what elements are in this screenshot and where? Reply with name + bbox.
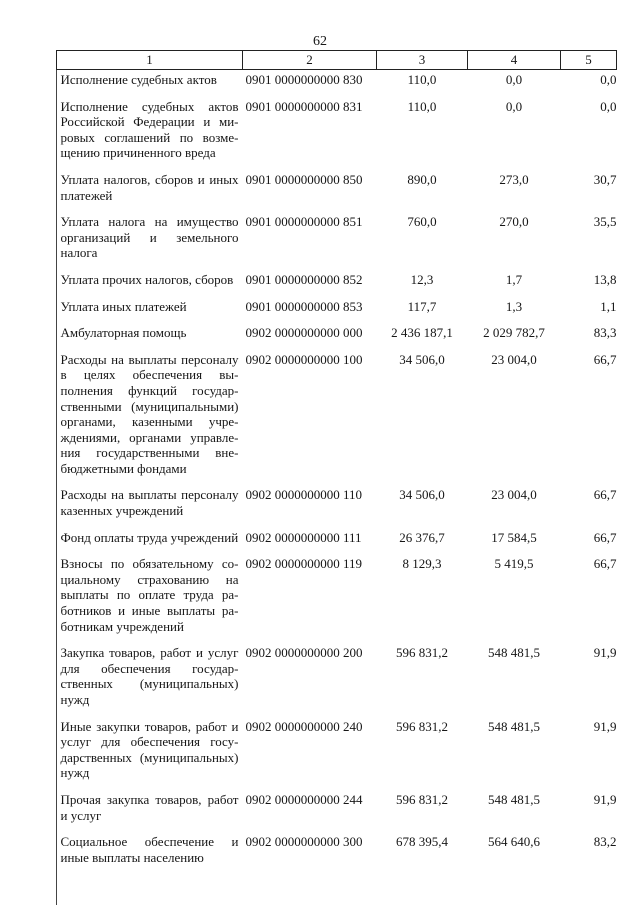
row-code: 0901 0000000000 830 — [245, 72, 363, 87]
row-code: 0902 0000000000 111 — [245, 529, 362, 545]
table-row — [57, 719, 617, 792]
row-percent: 66,7 — [593, 351, 617, 367]
row-planned-value: 26 376,7 — [399, 529, 445, 545]
row-planned-value: 110,0 — [407, 72, 437, 87]
header-col-4: 4 — [468, 51, 561, 70]
header-col-2: 2 — [243, 51, 377, 70]
row-code: 0902 0000000000 119 — [245, 556, 363, 572]
row-planned-value: 678 395,4 — [396, 834, 448, 850]
row-code: 0902 0000000000 240 — [245, 718, 363, 734]
row-percent: 35,5 — [593, 214, 617, 230]
row-planned-value: 117,7 — [407, 298, 437, 314]
row-code: 0902 0000000000 000 — [245, 325, 363, 341]
row-planned-value: 596 831,2 — [396, 645, 448, 661]
row-percent: 0,0 — [600, 98, 617, 114]
row-percent: 66,7 — [593, 529, 617, 545]
row-code: 0902 0000000000 100 — [245, 351, 363, 367]
row-percent: 66,7 — [593, 487, 617, 503]
row-planned-value: 34 506,0 — [399, 487, 445, 503]
row-code: 0902 0000000000 110 — [245, 487, 363, 503]
row-percent: 66,7 — [593, 556, 617, 572]
budget-table — [56, 50, 617, 876]
table-row — [57, 487, 617, 529]
row-name: Исполнение судебных актов Российской Федерации и мировых соглашений по возмещению причиненного вреда — [60, 98, 239, 161]
row-name: Уплата налога на имущество организаций и земельного налога — [60, 214, 239, 261]
row-name: Закупка товаров, работ и услуг для обеспечения государственных (муниципальных) нужд — [60, 645, 239, 707]
row-name: Исполнение судебных актов — [60, 72, 217, 87]
row-planned-value: 596 831,2 — [396, 718, 448, 734]
table-row — [57, 352, 617, 488]
row-percent: 1,1 — [600, 298, 617, 314]
row-actual-value: 0,0 — [505, 98, 523, 114]
row-actual-value: 548 481,5 — [488, 718, 540, 734]
row-code: 0901 0000000000 852 — [245, 271, 363, 287]
row-name: Социальное обеспечение и иные выплаты населению — [60, 834, 239, 865]
row-name: Взносы по обязательному социальному страхованию на выплаты по оплате труда работников и иные выплаты работникам учреждений — [60, 556, 239, 634]
row-actual-value: 23 004,0 — [491, 487, 537, 503]
header-col-1: 1 — [57, 51, 243, 70]
row-actual-value: 548 481,5 — [488, 645, 540, 661]
row-percent: 91,9 — [593, 645, 617, 661]
row-name: Уплата прочих налогов, сборов — [60, 271, 234, 287]
row-actual-value: 5 419,5 — [494, 556, 534, 572]
page-number: 62 — [313, 34, 327, 49]
table-row — [57, 172, 617, 214]
header-row — [57, 51, 617, 70]
row-name: Прочая закупка товаров, работ и услуг — [60, 791, 239, 823]
row-actual-value: 23 004,0 — [491, 351, 537, 367]
row-actual-value: 1,3 — [505, 298, 523, 314]
row-planned-value: 596 831,2 — [396, 791, 448, 807]
row-name: Уплата налогов, сборов и иных платежей — [60, 171, 239, 203]
row-code: 0902 0000000000 300 — [245, 834, 363, 850]
row-planned-value: 890,0 — [407, 171, 437, 187]
row-code: 0901 0000000000 853 — [245, 298, 363, 314]
table-row — [57, 645, 617, 718]
row-percent: 13,8 — [593, 271, 617, 287]
row-planned-value: 110,0 — [407, 98, 437, 114]
row-percent: 83,2 — [593, 834, 617, 850]
table-row — [57, 792, 617, 834]
row-percent: 83,3 — [593, 325, 617, 341]
table-body — [57, 70, 617, 877]
row-actual-value: 270,0 — [499, 214, 529, 230]
row-code: 0902 0000000000 200 — [245, 645, 363, 661]
table-row — [57, 556, 617, 645]
row-actual-value: 548 481,5 — [488, 791, 540, 807]
header-col-3: 3 — [377, 51, 468, 70]
row-percent: 91,9 — [593, 791, 617, 807]
row-actual-value: 2 029 782,7 — [483, 325, 545, 341]
row-percent: 30,7 — [593, 171, 617, 187]
table-row — [57, 70, 617, 99]
table-row — [57, 834, 617, 876]
row-name: Уплата иных платежей — [60, 298, 187, 314]
row-code: 0901 0000000000 850 — [245, 171, 363, 187]
row-name: Амбулаторная помощь — [60, 325, 187, 341]
row-planned-value: 760,0 — [407, 214, 437, 230]
row-code: 0901 0000000000 851 — [245, 214, 363, 230]
row-actual-value: 1,7 — [505, 271, 523, 287]
row-percent: 91,9 — [593, 718, 617, 734]
row-name: Расходы на выплаты персоналу казенных учреждений — [60, 487, 239, 519]
row-percent: 0,0 — [600, 72, 617, 87]
row-actual-value: 564 640,6 — [488, 834, 540, 850]
row-actual-value: 0,0 — [505, 72, 523, 87]
header-col-5: 5 — [561, 51, 617, 70]
table-row — [57, 530, 617, 557]
row-planned-value: 12,3 — [410, 271, 434, 287]
table-row — [57, 325, 617, 352]
row-planned-value: 2 436 187,1 — [391, 325, 453, 341]
row-code: 0902 0000000000 244 — [245, 791, 363, 807]
table-row — [57, 214, 617, 272]
row-name: Фонд оплаты труда учреждений — [60, 529, 239, 545]
row-name: Иные закупки товаров, работ и услуг для обеспечения государственных (муниципальных) нужд — [60, 718, 239, 781]
row-actual-value: 17 584,5 — [491, 529, 537, 545]
row-actual-value: 273,0 — [499, 171, 529, 187]
table-row — [57, 299, 617, 326]
table-header — [57, 51, 617, 70]
table-row — [57, 272, 617, 299]
row-planned-value: 34 506,0 — [399, 351, 445, 367]
row-code: 0901 0000000000 831 — [245, 98, 363, 114]
row-name: Расходы на выплаты персоналу в целях обеспечения выполнения функций государственными (муниципальными) органами, казенными учреждениями, органами управления государственными внебюджетными фондами — [60, 351, 239, 476]
row-planned-value: 8 129,3 — [402, 556, 442, 572]
table-row — [57, 99, 617, 172]
